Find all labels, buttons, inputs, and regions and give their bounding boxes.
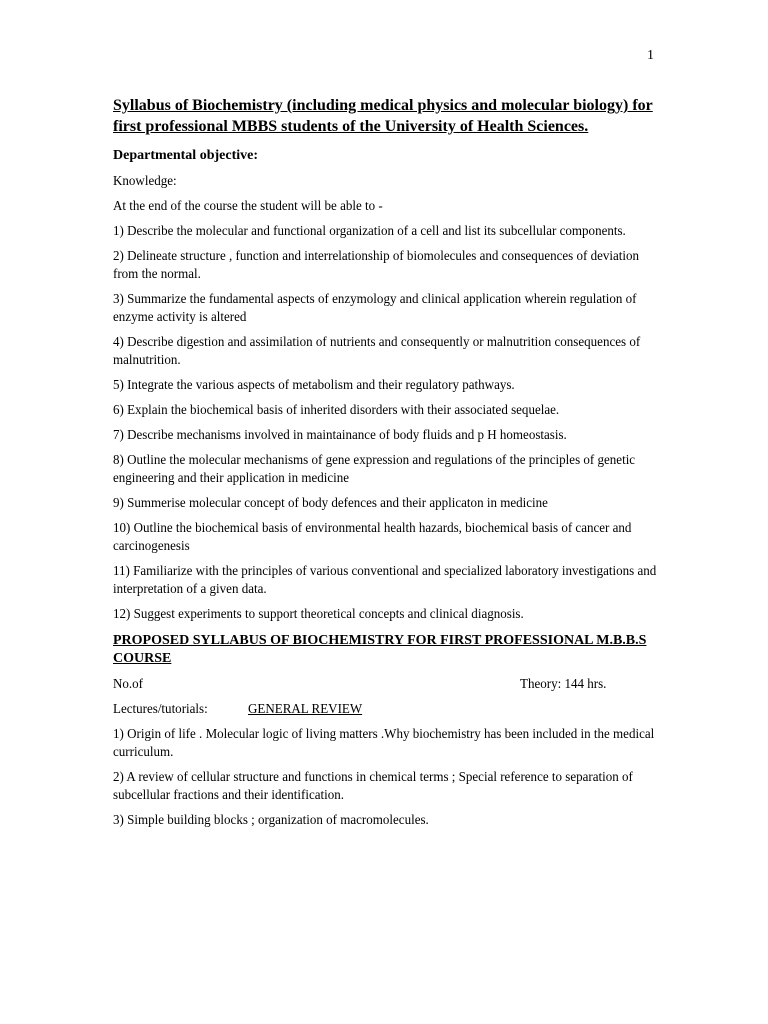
objective-item: 3) Summarize the fundamental aspects of enzymology and clinical application wherein regulation of enzyme activity is altered [113,292,637,325]
document-title: Syllabus of Biochemistry (including medical physics and molecular biology) for first professional MBBS students of the University of Health Sciences. [113,97,653,135]
review-item: 3) Simple building blocks ; organization of macromolecules. [113,813,429,828]
objective-item: 8) Outline the molecular mechanisms of gene expression and regulations of the principles of genetic engineering and their application in medicine [113,453,636,486]
objective-item: 9) Summerise molecular concept of body defences and their applicaton in medicine [113,496,548,511]
objective-item: 4) Describe digestion and assimilation of nutrients and consequently or malnutrition consequences of malnutrition. [113,335,641,368]
objectives-list [113,223,661,624]
objective-item: 6) Explain the biochemical basis of inherited disorders with their associated sequelae. [113,403,560,418]
objective-item: 1) Describe the molecular and functional organization of a cell and list its subcellular components. [113,224,626,239]
objectives-intro: At the end of the course the student will be able to - [113,199,383,214]
review-item: 2) A review of cellular structure and functions in chemical terms ; Special reference to separation of subcellular fractions and their identification. [113,770,633,803]
objective-item: 2) Delineate structure , function and interrelationship of biomolecules and consequences of deviation from the normal. [113,249,640,282]
lectures-label-1: No.of [113,677,144,692]
review-list [113,726,661,830]
syllabus-heading: PROPOSED SYLLABUS OF BIOCHEMISTRY FOR FIRST PROFESSIONAL M.B.B.S COURSE [113,633,647,666]
objective-item: 10) Outline the biochemical basis of environmental health hazards, biochemical basis of cancer and carcinogenesis [113,521,632,554]
review-item: 1) Origin of life . Molecular logic of living matters .Why biochemistry has been included in the medical curriculum. [113,727,655,760]
general-review-heading: GENERAL REVIEW [248,702,363,717]
objective-item: 12) Suggest experiments to support theoretical concepts and clinical diagnosis. [113,607,524,622]
lectures-row-1 [113,676,661,694]
theory-hours: Theory: 144 hrs. [520,677,607,692]
document-body [113,95,661,837]
lectures-row-2 [113,701,661,719]
objective-item: 11) Familiarize with the principles of various conventional and specialized laboratory investigations and interpretation of a given data. [113,564,657,597]
lectures-label-2: Lectures/tutorials: [113,702,208,717]
objective-heading: Departmental objective: [113,148,259,163]
page-number: 1 [647,48,654,63]
objective-item: 5) Integrate the various aspects of metabolism and their regulatory pathways. [113,378,515,393]
knowledge-label: Knowledge: [113,174,177,189]
objective-item: 7) Describe mechanisms involved in maintainance of body fluids and p H homeostasis. [113,428,567,443]
